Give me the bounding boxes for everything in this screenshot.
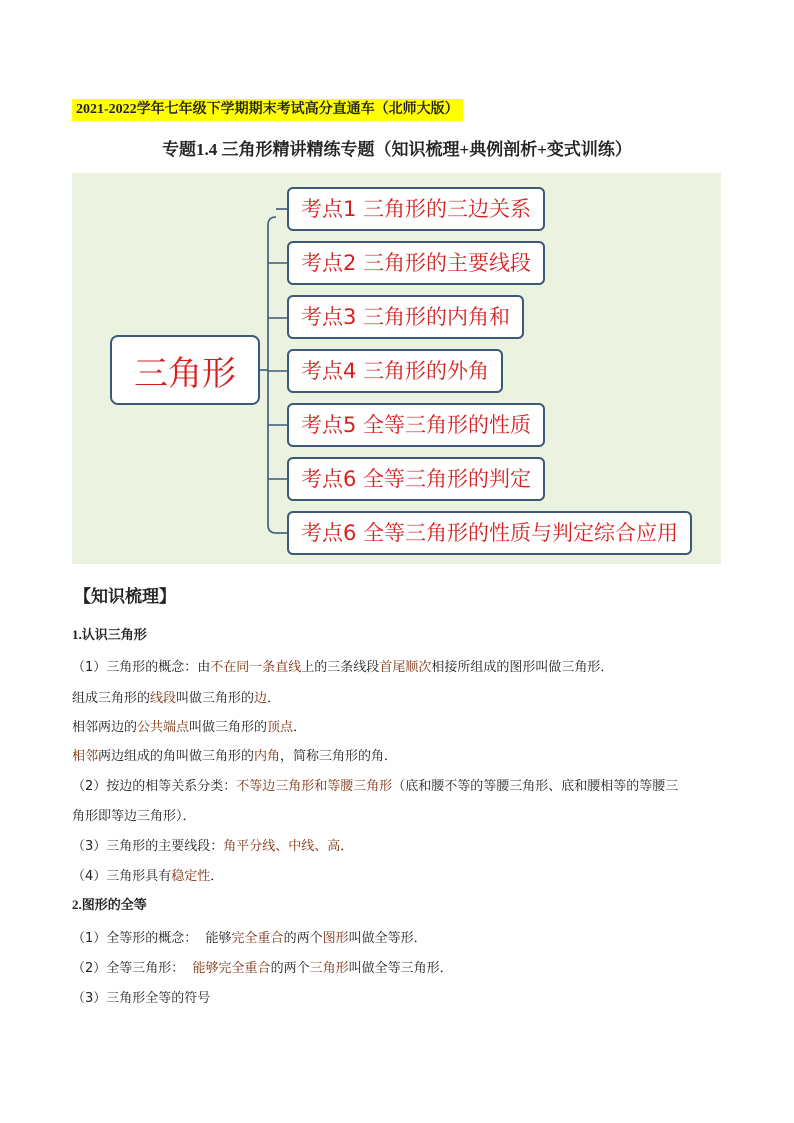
section-heading: 【知识梳理】	[74, 587, 176, 607]
paragraph-3: 相邻两边的公共端点叫做三角形的顶点．	[72, 720, 307, 735]
subheading-2: 2.图形的全等	[72, 897, 147, 912]
paragraph-8: （1）全等形的概念： 能够完全重合的两个图形叫做全等形．	[72, 931, 427, 946]
paragraph-5: （2）按边的相等关系分类：不等边三角形和等腰三角形（底和腰不等的等腰三角形、底和腰相等的等腰三	[72, 779, 679, 794]
mind-map-branch-6: 考点6 全等三角形的判定	[287, 457, 545, 501]
paragraph-1: （1）三角形的概念：由不在同一条直线上的三条线段首尾顺次相接所组成的图形叫做三角形．	[72, 660, 614, 675]
page-title: 专题1.4 三角形精讲精练专题（知识梳理+典例剖析+变式训练）	[162, 140, 632, 159]
paragraph-5-cont: 角形即等边三角形）．	[72, 809, 196, 824]
paragraph-10: （3）三角形全等的符号	[72, 991, 211, 1006]
mind-map-branch-2: 考点2 三角形的主要线段	[287, 241, 545, 285]
mind-map-branch-1: 考点1 三角形的三边关系	[287, 187, 545, 231]
connector-spine	[268, 217, 276, 533]
series-header: 2021-2022学年七年级下学期期末考试高分直通车（北师大版）	[72, 99, 463, 121]
mind-map-branch-7: 考点6 全等三角形的性质与判定综合应用	[287, 511, 692, 555]
paragraph-6: （3）三角形的主要线段：角平分线、中线、高．	[72, 839, 354, 854]
mind-map	[72, 173, 721, 564]
paragraph-2: 组成三角形的线段叫做三角形的边．	[72, 691, 281, 706]
mind-map-branch-5: 考点5 全等三角形的性质	[287, 403, 545, 447]
mind-map-root: 三角形	[110, 335, 260, 405]
paragraph-9: （2）全等三角形： 能够完全重合的两个三角形叫做全等三角形．	[72, 961, 453, 976]
paragraph-4: 相邻两边组成的角叫做三角形的内角，简称三角形的角．	[72, 749, 398, 764]
mind-map-branch-3: 考点3 三角形的内角和	[287, 295, 524, 339]
paragraph-7: （4）三角形具有稳定性．	[72, 869, 224, 884]
mind-map-branch-4: 考点4 三角形的外角	[287, 349, 503, 393]
subheading-1: 1.认识三角形	[72, 627, 147, 642]
